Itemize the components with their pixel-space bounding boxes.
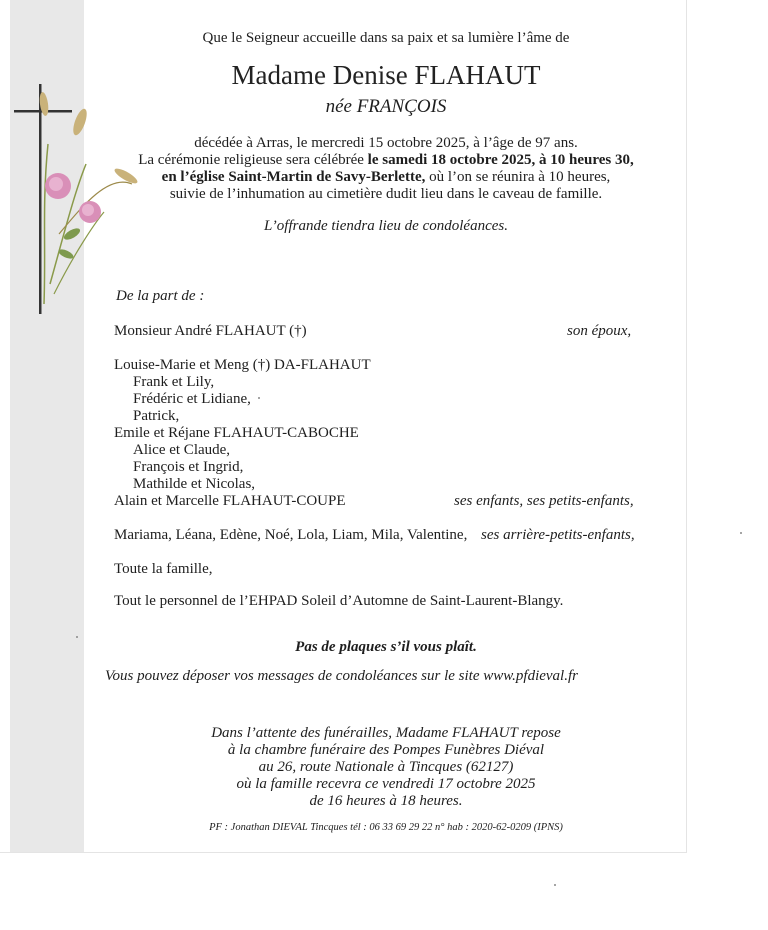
burial-line: suivie de l’inhumation au cimetière dudit lieu dans le caveau de famille. <box>169 186 603 202</box>
scan-speck <box>740 532 742 534</box>
ceremony-intro: La cérémonie religieuse sera célébrée <box>138 152 368 168</box>
funeral-home-line: Dans l’attente des funérailles, Madame FLAHAUT repose <box>211 725 561 741</box>
family-member-line: Frédéric et Lidiane, <box>133 391 251 407</box>
church-line <box>86 169 686 186</box>
family-member-line: Mathilde et Nicolas, <box>133 476 256 492</box>
spouse-role: son époux, <box>567 323 632 339</box>
condolences-note: Vous pouvez déposer vos messages de condoléances sur le site www.pfdieval.fr <box>105 668 578 684</box>
children-role: ses enfants, ses petits-enfants, <box>454 493 634 509</box>
spouse-name: Monsieur André FLAHAUT (†) <box>114 323 307 339</box>
funeral-home-line: au 26, route Nationale à Tincques (62127) <box>258 759 514 775</box>
staff-line: Tout le personnel de l’EHPAD Soleil d’Automne de Saint-Laurent-Blangy. <box>114 593 564 609</box>
family-member-line: Alain et Marcelle FLAHAUT-COUPE <box>114 493 346 509</box>
family-member-line: François et Ingrid, <box>133 459 244 475</box>
maiden-name: née FRANÇOIS <box>325 96 447 117</box>
scan-speck <box>258 397 260 399</box>
offering-note: L’offrande tiendra lieu de condoléances. <box>264 218 508 234</box>
deceased-name: Madame Denise FLAHAUT <box>231 60 541 90</box>
funeral-home-block <box>86 725 686 810</box>
great-grandchildren-role: ses arrière-petits-enfants, <box>481 527 635 543</box>
family-member-line: Alice et Claude, <box>133 442 231 458</box>
family-member-line: Frank et Lily, <box>133 374 215 390</box>
intro-line: Que le Seigneur accueille dans sa paix et sa lumière l’âme de <box>202 30 570 46</box>
church-name: en l’église Saint-Martin de Savy-Berlette, <box>161 169 426 185</box>
scan-speck <box>76 636 78 638</box>
death-date-line: décédée à Arras, le mercredi 15 octobre 2025, à l’âge de 97 ans. <box>194 135 578 151</box>
family-member-line: Emile et Réjane FLAHAUT-CABOCHE <box>114 425 359 441</box>
funeral-home-line: de 16 heures à 18 heures. <box>309 793 463 809</box>
whole-family: Toute la famille, <box>114 561 213 577</box>
ceremony-date: le samedi 18 octobre 2025, à 10 heures 30, <box>367 152 634 168</box>
family-member-line: Patrick, <box>133 408 180 424</box>
from-label: De la part de : <box>116 288 205 304</box>
family-member-line: Louise-Marie et Meng (†) DA-FLAHAUT <box>114 357 371 373</box>
meeting-time: où l’on se réunira à 10 heures, <box>425 169 611 185</box>
ceremony-line <box>86 152 686 169</box>
funeral-home-line: où la famille recevra ce vendredi 17 octobre 2025 <box>236 776 536 792</box>
great-grandchildren-names: Mariama, Léana, Edène, Noé, Lola, Liam, Mila, Valentine, <box>114 527 468 543</box>
funeral-home-line: à la chambre funéraire des Pompes Funèbres Diéval <box>227 742 545 758</box>
footer-contact: PF : Jonathan DIEVAL Tincques tél : 06 33 69 29 22 n° hab : 2020-62-0209 (IPNS) <box>209 822 563 833</box>
scan-speck <box>554 884 556 886</box>
no-plaques-note: Pas de plaques s’il vous plaît. <box>295 639 477 655</box>
